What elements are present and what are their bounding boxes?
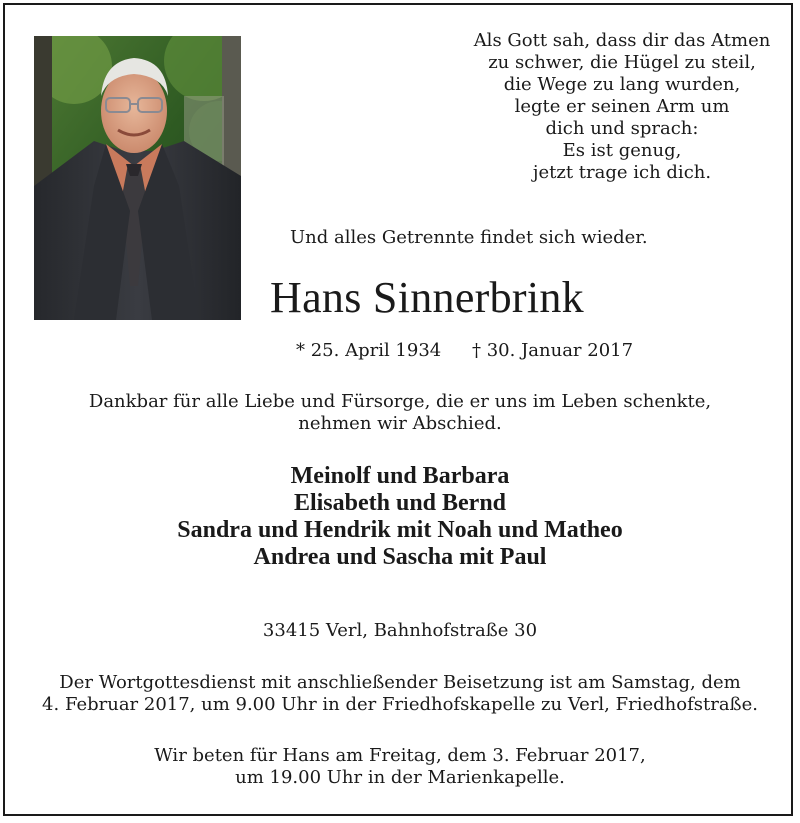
poem-line: die Wege zu lang wurden, <box>503 74 741 95</box>
poem-line: jetzt trage ich dich. <box>532 162 712 183</box>
deceased-name: Hans Sinnerbrink <box>270 273 584 322</box>
address: 33415 Verl, Bahnhofstraße 30 <box>262 620 538 641</box>
prayer-line: Wir beten für Hans am Freitag, dem 3. Februar 2017, <box>154 745 646 766</box>
family-line: Andrea und Sascha mit Paul <box>253 544 547 570</box>
prayer-line: um 19.00 Uhr in der Marienkapelle. <box>235 767 565 788</box>
thanks-text <box>0 391 800 435</box>
poem <box>452 30 792 184</box>
family-line: Elisabeth und Bernd <box>293 490 507 516</box>
poem-line: legte er seinen Arm um <box>514 96 730 117</box>
family-line: Meinolf und Barbara <box>290 463 510 489</box>
poem-line: zu schwer, die Hügel zu steil, <box>488 52 756 73</box>
service-line: Der Wortgottesdienst mit anschließender Beisetzung ist am Samstag, dem <box>59 672 741 693</box>
birth-date: * 25. April 1934 <box>296 340 442 361</box>
poem-line: dich und sprach: <box>545 118 699 139</box>
prayer-info <box>0 745 800 789</box>
family-line: Sandra und Hendrik mit Noah und Matheo <box>177 517 623 543</box>
thanks-line: nehmen wir Abschied. <box>298 413 502 434</box>
thanks-line: Dankbar für alle Liebe und Fürsorge, die er uns im Leben schenkte, <box>88 391 712 412</box>
poem-line: Als Gott sah, dass dir das Atmen <box>473 30 771 51</box>
motto: Und alles Getrennte findet sich wieder. <box>290 227 648 248</box>
poem-line: Es ist genug, <box>562 140 682 161</box>
portrait-photo <box>34 36 241 320</box>
death-date: † 30. Januar 2017 <box>472 340 634 361</box>
service-line: 4. Februar 2017, um 9.00 Uhr in der Friedhofskapelle zu Verl, Friedhofstraße. <box>42 694 758 715</box>
family-names <box>0 463 800 571</box>
service-info <box>0 672 800 716</box>
